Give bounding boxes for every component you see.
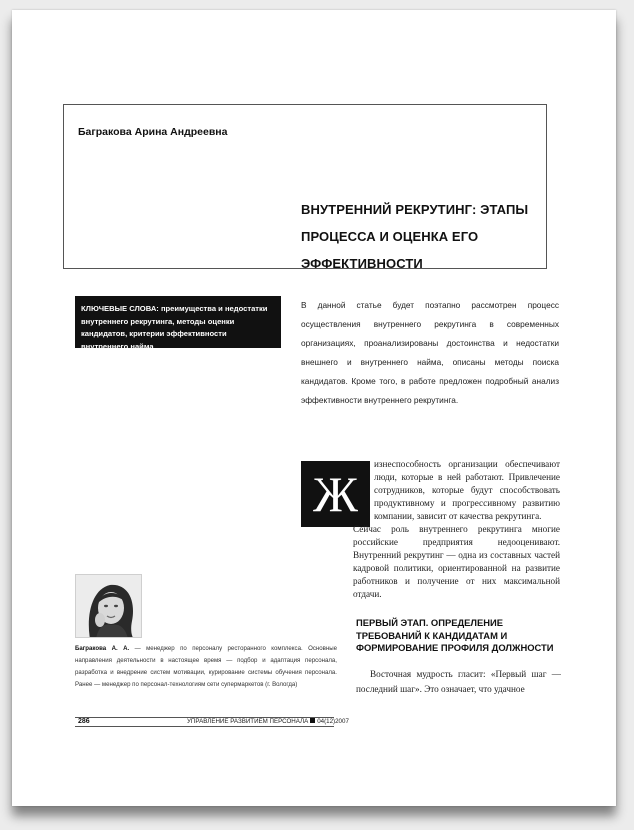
journal-issue: 04(12)2007: [317, 718, 349, 725]
section-heading: ПЕРВЫЙ ЭТАП. ОПРЕДЕЛЕНИЕ ТРЕБОВАНИЙ К КАНДИДАТАМ И ФОРМИРОВАНИЕ ПРОФИЛЯ ДОЛЖНОСТИ: [356, 617, 554, 653]
page-number: 286: [78, 718, 90, 725]
title-line: ЭФФЕКТИВНОСТИ: [301, 256, 423, 271]
author-photo: [75, 574, 142, 638]
body-paragraph: Восточная мудрость гласит: «Первый шаг — последний шаг». Это означает, что удачное: [356, 669, 561, 694]
portrait-image: [76, 575, 142, 638]
journal-footer: [187, 718, 349, 725]
journal-name: УПРАВЛЕНИЕ РАЗВИТИЕМ ПЕРСОНАЛА: [187, 718, 309, 725]
square-bullet-icon: [310, 718, 315, 723]
title-line: ПРОЦЕССА И ОЦЕНКА ЕГО: [301, 229, 479, 244]
drop-cap: Ж: [301, 461, 370, 527]
body-paragraph-continued: Сейчас роль внутреннего рекрутинга многие российские предприятия недооценивают. Внутренний рекрутинг — одна из составных частей кадровой политики, ориентированной на развитие работников и получение от них максимальной отдачи.: [353, 524, 560, 599]
bio-text: — менеджер по персоналу ресторанного комплекса. Основные направления деятельности в настоящее время — подбор и адаптация персонала, разработка и внедрение систем мотивации, курирование системы обучения персонала. Ранее — менеджер по персонал-технологиям сети супермаркетов (г. Вологда): [75, 645, 337, 688]
author-name: Багракова Арина Андреевна: [78, 126, 228, 138]
bio-name: Багракова А. А.: [75, 645, 130, 652]
title-line: ВНУТРЕННИЙ РЕКРУТИНГ: ЭТАПЫ: [301, 202, 529, 217]
keywords-box: КЛЮЧЕВЫЕ СЛОВА: преимущества и недостатки внутреннего рекрутинга, методы оценки кандидатов, критерии эффективности внутреннего найма: [75, 296, 281, 348]
author-bio: [75, 643, 337, 691]
footer-rule-bottom: [75, 726, 334, 727]
abstract: В данной статье будет поэтапно рассмотрен процесс осуществления внутреннего рекрутинга в современных организациях, проанализированы достоинства и недостатки внешнего и внутреннего найма, описаны методы поиска кандидатов. Кроме того, в работе предложен подробный анализ эффективности внутреннего рекрутинга.: [301, 300, 559, 405]
body-paragraph-intro: изнеспособность организации обеспечивают люди, которые в ней работают. Привлечение сотрудников, которые будут способствовать продуктивному и прогрессивному развитию компании, зависит от качества рекрутинга.: [374, 459, 560, 521]
article-title: [301, 196, 551, 277]
